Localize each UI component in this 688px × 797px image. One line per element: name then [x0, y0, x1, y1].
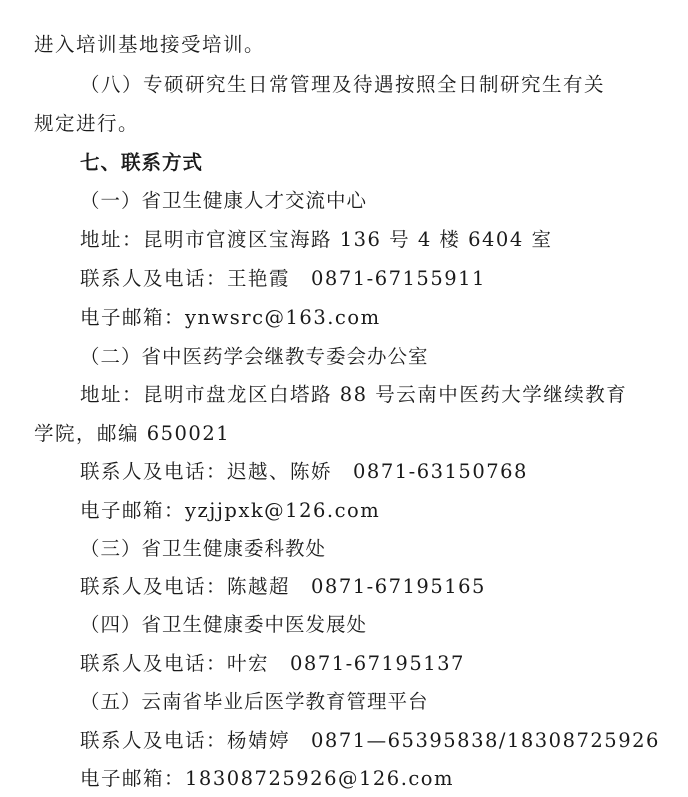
contact-1-email: 电子邮箱：ynwsrc@163.com — [80, 306, 381, 329]
item-eight-text-continued: 规定进行。 — [34, 112, 140, 135]
contact-1-org: （一）省卫生健康人才交流中心 — [80, 189, 368, 212]
item-eight-text: （八）专硕研究生日常管理及待遇按照全日制研究生有关 — [80, 73, 606, 96]
contact-2-email: 电子邮箱：yzjjpxk@126.com — [80, 499, 381, 522]
contact-4-org: （四）省卫生健康委中医发展处 — [80, 613, 368, 636]
contact-1-address: 地址：昆明市官渡区宝海路 136 号 4 楼 6404 室 — [80, 228, 553, 251]
contact-3-org: （三）省卫生健康委科教处 — [80, 537, 327, 560]
contact-3-person-phone: 联系人及电话：陈越超 0871-67195165 — [80, 575, 486, 598]
contact-4-person-phone: 联系人及电话：叶宏 0871-67195137 — [80, 652, 465, 675]
contact-5-org: （五）云南省毕业后医学教育管理平台 — [80, 690, 429, 713]
contact-5-email: 电子邮箱：18308725926@126.com — [80, 767, 455, 790]
contact-5-person-phone: 联系人及电话：杨婧婷 0871—65395838/18308725926 — [80, 729, 660, 752]
section-heading-contact: 七、联系方式 — [80, 151, 204, 174]
contact-2-address-continued: 学院，邮编 650021 — [34, 422, 231, 445]
contact-2-person-phone: 联系人及电话：迟越、陈娇 0871-63150768 — [80, 460, 528, 483]
contact-1-person-phone: 联系人及电话：王艳霞 0871-67155911 — [80, 267, 486, 290]
paragraph-continuation: 进入培训基地接受培训。 — [34, 33, 266, 56]
contact-2-address: 地址：昆明市盘龙区白塔路 88 号云南中医药大学继续教育 — [80, 383, 628, 406]
contact-2-org: （二）省中医药学会继教专委会办公室 — [80, 345, 429, 368]
